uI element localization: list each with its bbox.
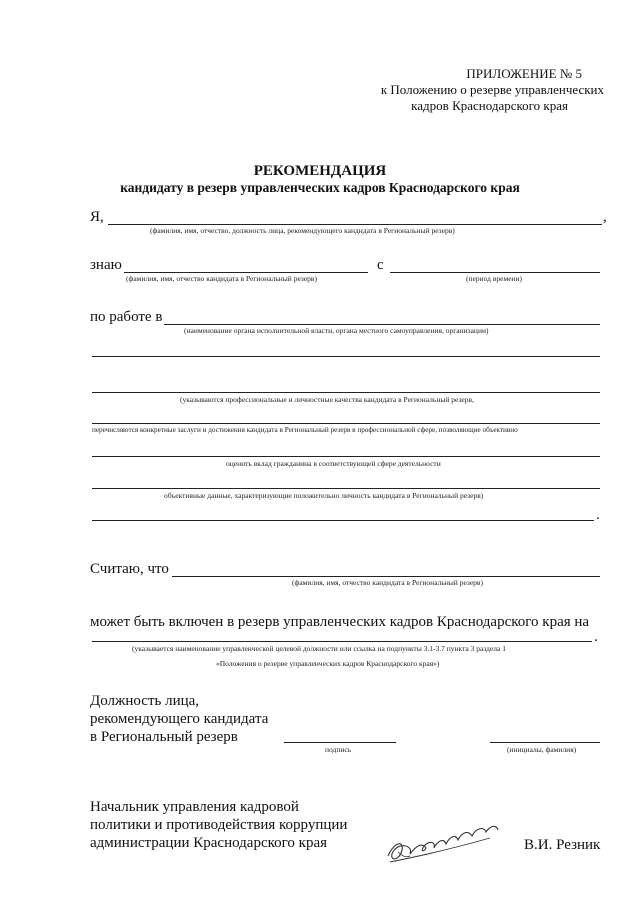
ya-label: Я, <box>90 209 104 225</box>
appendix-title: ПРИЛОЖЕНИЕ № 5 <box>466 66 582 81</box>
qualities-hint: (указываются профессиональные и личностные качества кандидата в Региональный резерв, <box>180 395 474 404</box>
appendix-line3: кадров Краснодарского края <box>411 98 568 113</box>
include-hint-1: (указывается наименование управленческой целевой должности или ссылка на подпункты 3.1-3.7 пункта 3 раздела 1 <box>132 644 507 653</box>
position-line-2: рекомендующего кандидата <box>90 711 269 727</box>
document-subtitle: кандидату в резерв управленческих кадров Краснодарского края <box>120 180 520 195</box>
include-text: может быть включен в резерв управленческих кадров Краснодарского края на <box>90 614 590 630</box>
work-hint: (наименование органа исполнительной власти, органа местного самоуправления, организации) <box>184 326 489 335</box>
document-title: РЕКОМЕНДАЦИЯ <box>253 163 387 179</box>
appendix-line2: к Положению о резерве управленческих <box>380 82 604 97</box>
merits-hint: перечисляются конкретные заслуги и достижения кандидата в Региональный резерв в профессиональной сфере, позволяющие объективно <box>92 426 518 434</box>
signature-hint: подпись <box>325 745 352 754</box>
initials-hint: (инициалы, фамилия) <box>507 745 577 754</box>
initials-field-line[interactable] <box>490 742 600 743</box>
objective-field-line[interactable] <box>92 488 600 489</box>
period-field-line[interactable] <box>390 272 600 273</box>
include-field-line[interactable] <box>92 641 592 642</box>
include-period: . <box>594 629 598 645</box>
appendix-header <box>381 66 604 114</box>
work-field-line[interactable] <box>164 324 600 325</box>
ya-field-line[interactable] <box>108 224 602 225</box>
s-label: с <box>377 257 384 273</box>
position-line-1: Должность лица, <box>90 693 200 709</box>
consider-hint: (фамилия, имя, отчество кандидата в Региональный резерв) <box>292 578 483 587</box>
period-hint: (период времени) <box>466 274 523 283</box>
znayu-field-line[interactable] <box>124 272 368 273</box>
znayu-label: знаю <box>90 257 122 273</box>
final-period: . <box>596 507 600 523</box>
final-field-line[interactable] <box>92 520 594 521</box>
position-block <box>90 692 268 746</box>
footer-position <box>90 798 347 852</box>
footer-line-2: политики и противодействия коррупции <box>90 817 348 833</box>
work-field-line-2[interactable] <box>92 356 600 357</box>
merits-field-line[interactable] <box>92 423 600 424</box>
signatory-name: В.И. Резник <box>524 837 601 853</box>
footer-line-3: администрации Краснодарского края <box>90 835 328 851</box>
ya-comma: , <box>603 209 607 225</box>
assess-hint: оценить вклад гражданина в соответствующей сфере деятельности <box>226 459 441 468</box>
handwritten-signature <box>380 812 510 872</box>
objective-hint: объективные данные, характеризующие положительно личность кандидата в Региональный резерв) <box>164 491 484 500</box>
consider-label: Считаю, что <box>90 561 169 577</box>
include-hint-2: «Положения о резерве управленческих кадров Краснодарского края») <box>216 659 440 668</box>
signature-field-line[interactable] <box>284 742 396 743</box>
qualities-field-line[interactable] <box>92 392 600 393</box>
assess-field-line[interactable] <box>92 456 600 457</box>
ya-hint: (фамилия, имя, отчество, должность лица, рекомендующего кандидата в Региональный резерв) <box>150 226 455 235</box>
consider-field-line[interactable] <box>172 576 600 577</box>
znayu-hint: (фамилия, имя, отчество кандидата в Региональный резерв) <box>126 274 317 283</box>
work-label: по работе в <box>90 309 163 325</box>
footer-line-1: Начальник управления кадровой <box>90 799 299 815</box>
position-line-3: в Региональный резерв <box>90 729 238 745</box>
